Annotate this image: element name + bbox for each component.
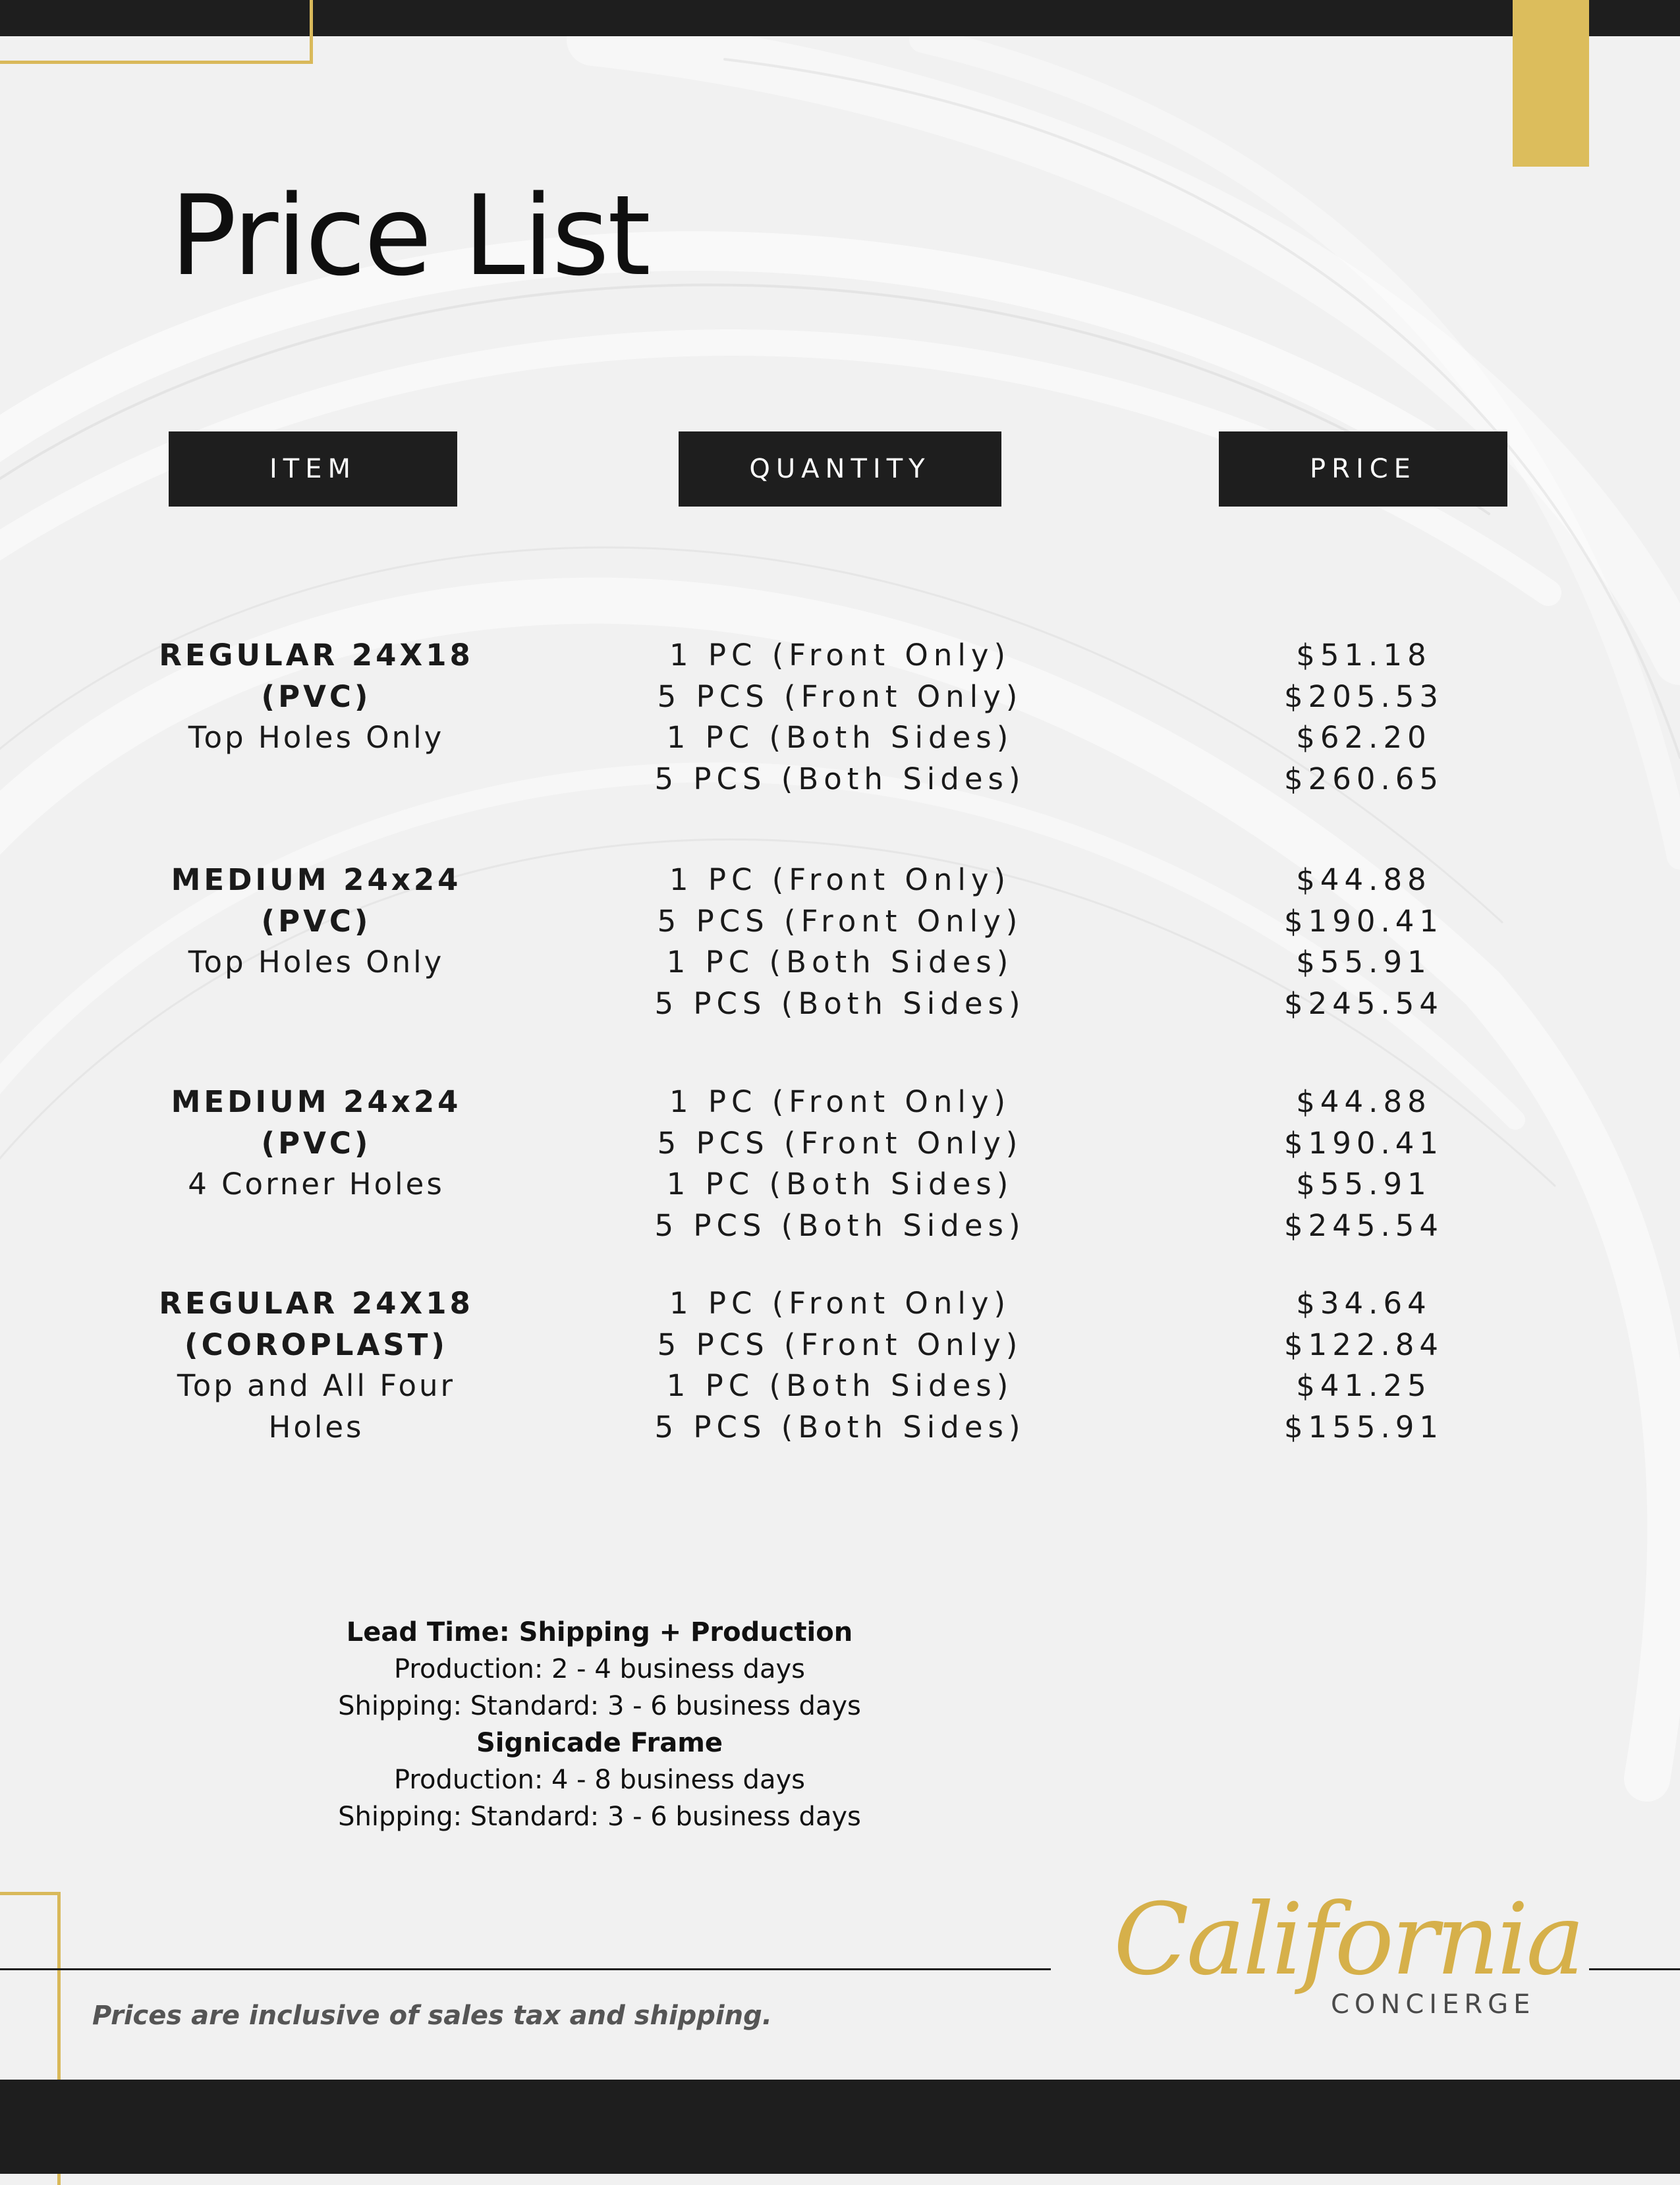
lead-time-heading: Lead Time: Shipping + Production [346,1617,853,1647]
item-cell [119,635,514,759]
item-material: (PVC) [261,903,372,939]
item-holes: Top and All Four [177,1368,456,1403]
quantity-option: 5 PCS (Front Only) [657,678,1023,714]
lead-time-info [237,1614,962,1835]
table-row [0,1283,1680,1454]
gold-corner-frame-top [0,0,313,64]
quantity-option: 5 PCS (Front Only) [657,1327,1023,1362]
price-cell [1232,860,1496,1024]
quantity-option: 5 PCS (Both Sides) [654,761,1026,796]
item-holes: Top Holes Only [188,720,445,755]
gold-accent-tab [1513,0,1589,167]
price-value: $260.65 [1283,761,1444,796]
column-header-quantity: QUANTITY [679,431,1001,507]
frame-production: Production: 4 - 8 business days [394,1765,805,1795]
price-value: $205.53 [1283,678,1444,714]
quantity-cell [593,1283,1087,1448]
logo-subtitle: CONCIERGE [1331,1989,1536,2020]
bottom-bar [0,2080,1680,2174]
footer-divider-right [1589,1968,1680,1970]
frame-heading: Signicade Frame [476,1728,723,1758]
quantity-option: 1 PC (Both Sides) [666,720,1014,755]
price-value: $190.41 [1283,1125,1444,1161]
lead-time-shipping: Shipping: Standard: 3 - 6 business days [338,1691,861,1721]
item-material: (PVC) [261,1125,372,1161]
price-value: $41.25 [1296,1368,1432,1403]
table-row [0,635,1680,806]
quantity-option: 1 PC (Front Only) [669,1084,1011,1119]
item-name: MEDIUM 24x24 [171,1084,462,1119]
price-value: $55.91 [1296,945,1432,980]
quantity-option: 1 PC (Both Sides) [666,1167,1014,1202]
price-cell [1232,1082,1496,1246]
price-cell [1232,635,1496,800]
quantity-option: 1 PC (Both Sides) [666,945,1014,980]
item-cell [119,860,514,983]
column-header-price: PRICE [1219,431,1507,507]
table-row [0,860,1680,1031]
item-holes: Top Holes Only [188,945,445,980]
column-header-item: ITEM [169,431,457,507]
item-cell [119,1283,514,1448]
item-material: (COROPLAST) [184,1327,448,1362]
item-material: (PVC) [261,678,372,714]
price-value: $245.54 [1283,985,1444,1021]
footer-divider-left [0,1968,1051,1970]
quantity-cell [593,860,1087,1024]
price-cell [1232,1283,1496,1448]
quantity-cell [593,635,1087,800]
logo-script-text: California [1113,1883,1582,1997]
quantity-option: 1 PC (Both Sides) [666,1368,1014,1403]
price-value: $122.84 [1283,1327,1444,1362]
price-value: $62.20 [1296,720,1432,755]
price-value: $44.88 [1296,862,1432,897]
quantity-option: 1 PC (Front Only) [669,638,1011,673]
quantity-option: 5 PCS (Front Only) [657,903,1023,939]
lead-time-production: Production: 2 - 4 business days [394,1654,805,1684]
quantity-option: 1 PC (Front Only) [669,1286,1011,1321]
price-value: $55.91 [1296,1167,1432,1202]
frame-shipping: Shipping: Standard: 3 - 6 business days [338,1802,861,1832]
quantity-option: 5 PCS (Both Sides) [654,1409,1026,1445]
item-holes: 4 Corner Holes [188,1167,445,1202]
quantity-option: 5 PCS (Front Only) [657,1125,1023,1161]
footer-note: Prices are inclusive of sales tax and shipping. [92,2001,772,2031]
quantity-option: 1 PC (Front Only) [669,862,1011,897]
item-holes: Holes [268,1409,364,1445]
price-value: $34.64 [1296,1286,1432,1321]
price-value: $44.88 [1296,1084,1432,1119]
price-value: $155.91 [1283,1409,1444,1445]
price-value: $245.54 [1283,1207,1444,1243]
table-row [0,1082,1680,1253]
page-title: Price List [170,171,649,300]
price-value: $51.18 [1296,638,1432,673]
price-value: $190.41 [1283,903,1444,939]
california-concierge-logo [1113,1883,1582,2029]
item-cell [119,1082,514,1205]
quantity-cell [593,1082,1087,1246]
item-name: REGULAR 24X18 [159,1286,474,1321]
item-name: MEDIUM 24x24 [171,862,462,897]
quantity-option: 5 PCS (Both Sides) [654,985,1026,1021]
item-name: REGULAR 24X18 [159,638,474,673]
quantity-option: 5 PCS (Both Sides) [654,1207,1026,1243]
